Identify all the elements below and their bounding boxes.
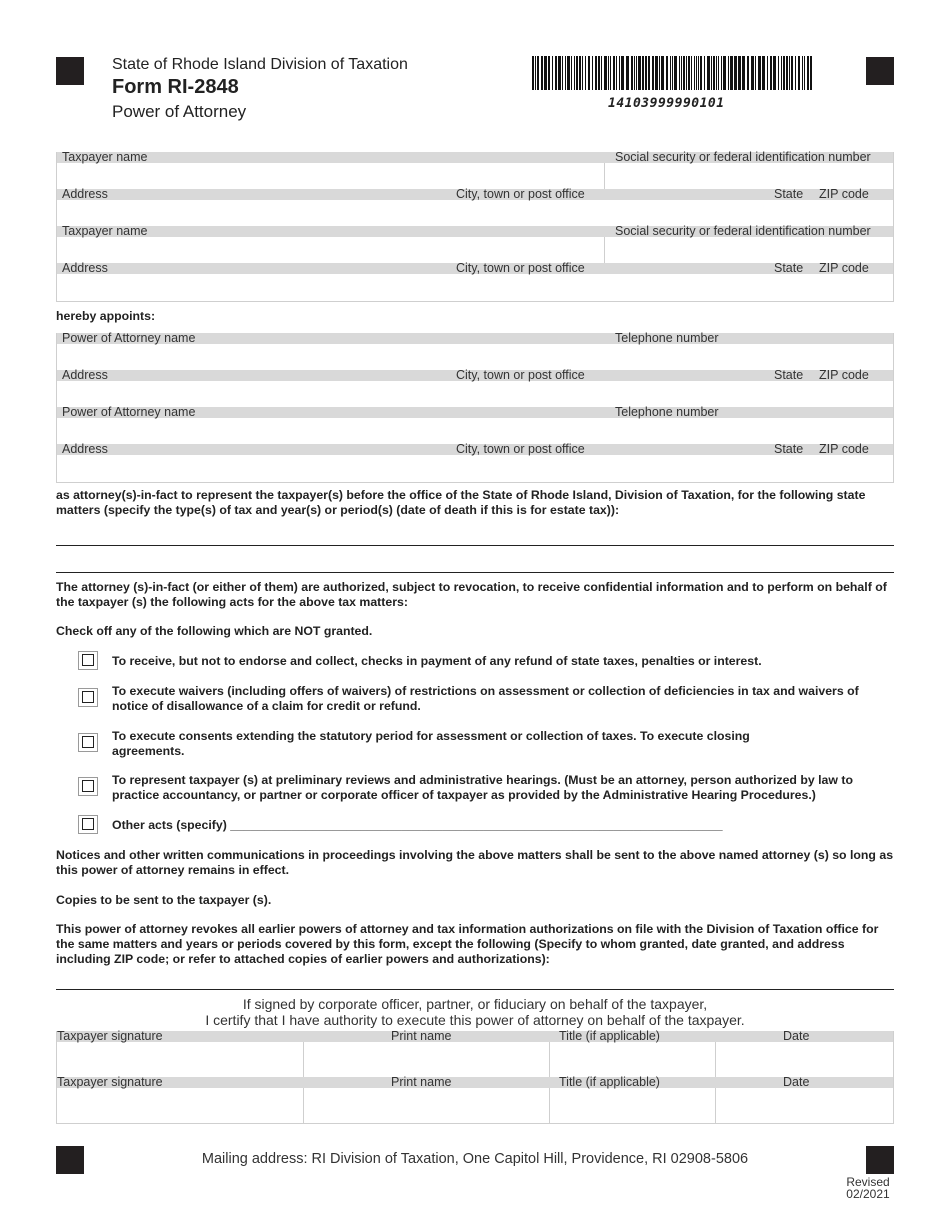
address-label: Address — [62, 261, 108, 275]
authority-text: The attorney (s)-in-fact (or either of them) are authorized, subject to revocation, to receive confidential information and to perform on behalf of the taxpayer (s) the following acts for the above tax matters: — [56, 580, 887, 609]
attorney-1-address-label-row — [57, 370, 893, 381]
attorney-1-label-row — [57, 333, 893, 344]
telephone-label: Telephone number — [615, 331, 719, 345]
form-title: Power of Attorney — [112, 102, 247, 121]
act-4-checkbox[interactable] — [78, 777, 98, 796]
act-5-text: Other acts (specify) ________________________________________________________________________ — [112, 818, 723, 832]
taxpayer-1-address-field[interactable] — [57, 200, 893, 226]
certify-line-2: I certify that I have authority to execute this power of attorney on behalf of the taxpayer. — [205, 1012, 745, 1028]
attorney-info-section — [56, 333, 894, 483]
taxpayer-1-label-row — [57, 152, 893, 163]
act-1-text: To receive, but not to endorse and collect, checks in payment of any refund of state taxes, penalties or interest. — [112, 654, 762, 668]
act-4-text: To represent taxpayer (s) at preliminary reviews and administrative hearings. (Must be an attorney, person authorized by law to practice accountancy, or partner or corporate officer of taxpayer as provided by the Administrative Hearing Procedures.) — [112, 773, 853, 802]
barcode-number: 14103999990101 — [608, 96, 725, 111]
attorney-1-name-field[interactable] — [57, 344, 893, 370]
state-label: State — [774, 187, 804, 201]
taxpayer-2-address-label-row — [57, 263, 893, 274]
date-label: Date — [783, 1075, 810, 1089]
ssn-label: Social security or federal identification number — [615, 150, 871, 164]
revokes-line[interactable] — [56, 989, 894, 990]
signature-section — [56, 1031, 894, 1124]
revokes-text: This power of attorney revokes all earlier powers of attorney and tax information authorizations on file with the Division of Taxation office for the same matters and years or periods covered by this form, except the following (Specify to whom granted, date granted, and address including ZIP code; or refer to attached copies of earlier powers and authorizations): — [56, 922, 879, 966]
attorney-name-label: Power of Attorney name — [62, 405, 196, 419]
taxpayer-info-section — [56, 152, 894, 302]
agency-name: State of Rhode Island Division of Taxation — [112, 56, 408, 73]
title-label: Title (if applicable) — [559, 1075, 660, 1089]
telephone-label: Telephone number — [615, 405, 719, 419]
form-number: Form RI-2848 — [112, 76, 239, 98]
taxpayer-signature-label: Taxpayer signature — [57, 1029, 163, 1043]
city-label: City, town or post office — [456, 187, 585, 201]
print-name-label: Print name — [391, 1075, 452, 1089]
matters-line-1[interactable] — [56, 545, 894, 546]
copies-text: Copies to be sent to the taxpayer (s). — [56, 893, 272, 907]
city-label: City, town or post office — [456, 442, 585, 456]
zip-label: ZIP code — [819, 368, 869, 382]
act-2-text: To execute waivers (including offers of waivers) of restrictions on assessment or collection of deficiencies in tax and waivers of notice of disallowance of a claim for credit or refund. — [112, 684, 859, 713]
signature-2-field[interactable] — [57, 1088, 893, 1123]
act-1-checkbox[interactable] — [78, 651, 98, 670]
attorney-1-address-field[interactable] — [57, 381, 893, 407]
registration-mark-top-right — [866, 57, 894, 85]
address-label: Address — [62, 368, 108, 382]
state-label: State — [774, 261, 804, 275]
address-label: Address — [62, 442, 108, 456]
attorney-2-address-label-row — [57, 444, 893, 455]
ssn-label: Social security or federal identification number — [615, 224, 871, 238]
act-2-checkbox[interactable] — [78, 688, 98, 707]
attorney-name-label: Power of Attorney name — [62, 331, 196, 345]
attorney-2-address-field[interactable] — [57, 455, 893, 481]
city-label: City, town or post office — [456, 368, 585, 382]
matters-line-2[interactable] — [56, 572, 894, 573]
check-intro-text: Check off any of the following which are NOT granted. — [56, 624, 373, 638]
state-label: State — [774, 368, 804, 382]
zip-label: ZIP code — [819, 187, 869, 201]
attorney-2-label-row — [57, 407, 893, 418]
revised-date — [838, 1176, 898, 1200]
act-3-text: To execute consents extending the statutory period for assessment or collection of taxes. To execute closing agreements. — [112, 729, 750, 758]
mailing-address: Mailing address: RI Division of Taxation, One Capitol Hill, Providence, RI 02908-5806 — [201, 1151, 749, 1167]
taxpayer-signature-label: Taxpayer signature — [57, 1075, 163, 1089]
taxpayer-2-name-field[interactable] — [57, 237, 893, 263]
date-label: Date — [783, 1029, 810, 1043]
act-3-checkbox[interactable] — [78, 733, 98, 752]
zip-label: ZIP code — [819, 261, 869, 275]
title-label: Title (if applicable) — [559, 1029, 660, 1043]
taxpayer-2-address-field[interactable] — [57, 274, 893, 300]
signature-2-label-row — [57, 1077, 893, 1088]
matters-text: as attorney(s)-in-fact to represent the taxpayer(s) before the office of the State of Rhode Island, Division of Taxation, for the following state matters (specify the type(s) of tax and year(s) or period(s) (date of death if this is for estate tax)): — [56, 488, 866, 517]
taxpayer-2-label-row — [57, 226, 893, 237]
address-label: Address — [62, 187, 108, 201]
signature-1-field[interactable] — [57, 1042, 893, 1077]
state-label: State — [774, 442, 804, 456]
signature-1-label-row — [57, 1031, 893, 1042]
revised-value: 02/2021 — [846, 1187, 890, 1201]
print-name-label: Print name — [391, 1029, 452, 1043]
attorney-2-name-field[interactable] — [57, 418, 893, 444]
notices-text: Notices and other written communications in proceedings involving the above matters shall be sent to the above named attorney (s) so long as this power of attorney remains in effect. — [56, 848, 894, 877]
barcode — [530, 56, 816, 90]
appoints-text: hereby appoints: — [56, 309, 156, 323]
taxpayer-name-label: Taxpayer name — [62, 150, 148, 164]
city-label: City, town or post office — [456, 261, 585, 275]
taxpayer-1-address-label-row — [57, 189, 893, 200]
certify-line-1: If signed by corporate officer, partner, or fiduciary on behalf of the taxpayer, — [242, 996, 708, 1012]
registration-mark-top-left — [56, 57, 84, 85]
taxpayer-1-name-field[interactable] — [57, 163, 893, 189]
act-5-checkbox[interactable] — [78, 815, 98, 834]
revised-label: Revised — [846, 1175, 890, 1189]
zip-label: ZIP code — [819, 442, 869, 456]
taxpayer-name-label: Taxpayer name — [62, 224, 148, 238]
